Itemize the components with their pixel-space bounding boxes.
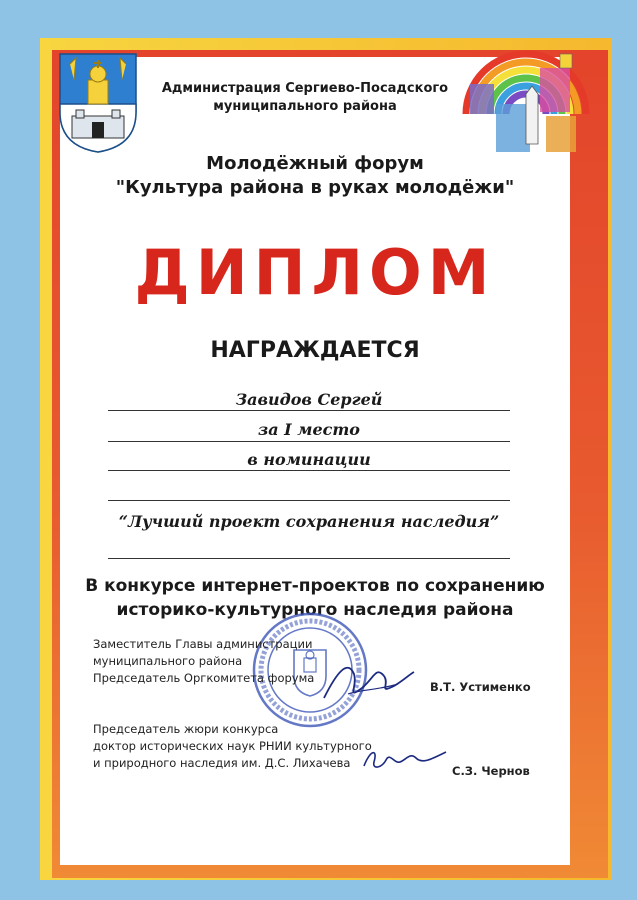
fill-line-1 xyxy=(108,410,510,411)
signature-2-name: С.З. Чернов xyxy=(452,764,530,778)
signature-2-line2: доктор исторических наук РНИИ культурного xyxy=(93,739,372,753)
recipient-name: Завидов Сергей xyxy=(235,390,383,409)
signature-1-line2: муниципального района xyxy=(93,654,243,668)
signature-2-line3: и природного наследия им. Д.С. Лихачева xyxy=(93,756,351,770)
forum-logo-icon xyxy=(456,44,596,164)
nomination-title: “Лучший проект сохранения наследия” xyxy=(118,512,500,531)
diploma-heading: ДИПЛОМ xyxy=(134,236,496,309)
signature-1-name: В.Т. Устименко xyxy=(430,680,531,694)
nomination-label: в номинации xyxy=(247,450,371,469)
signature-block-2 xyxy=(93,721,413,772)
signature-2-line1: Председатель жюри конкурса xyxy=(93,722,279,736)
contest-line2: историко-культурного наследия района xyxy=(116,600,514,620)
contest-line1: В конкурсе интернет-проектов по сохранению xyxy=(85,576,545,596)
signature-block-1 xyxy=(93,636,393,687)
awarded-heading: НАГРАЖДАЕТСЯ xyxy=(210,338,420,363)
award-place: за I место xyxy=(258,420,360,439)
fill-line-3 xyxy=(108,470,510,471)
fill-line-2 xyxy=(108,441,510,442)
coat-of-arms-icon xyxy=(56,50,140,154)
forum-title-line2: "Культура района в руках молодёжи" xyxy=(115,177,515,198)
forum-title-line1: Молодёжный форум xyxy=(206,153,424,174)
fill-line-4 xyxy=(108,500,510,501)
signature-1-line1: Заместитель Главы администрации xyxy=(93,637,313,651)
forum-title xyxy=(60,152,570,200)
fill-line-5 xyxy=(108,558,510,559)
signature-1-line3: Председатель Оргкомитета форума xyxy=(93,671,315,685)
administration-title: Администрация Сергиево-Посадского муниципального района xyxy=(161,81,449,114)
